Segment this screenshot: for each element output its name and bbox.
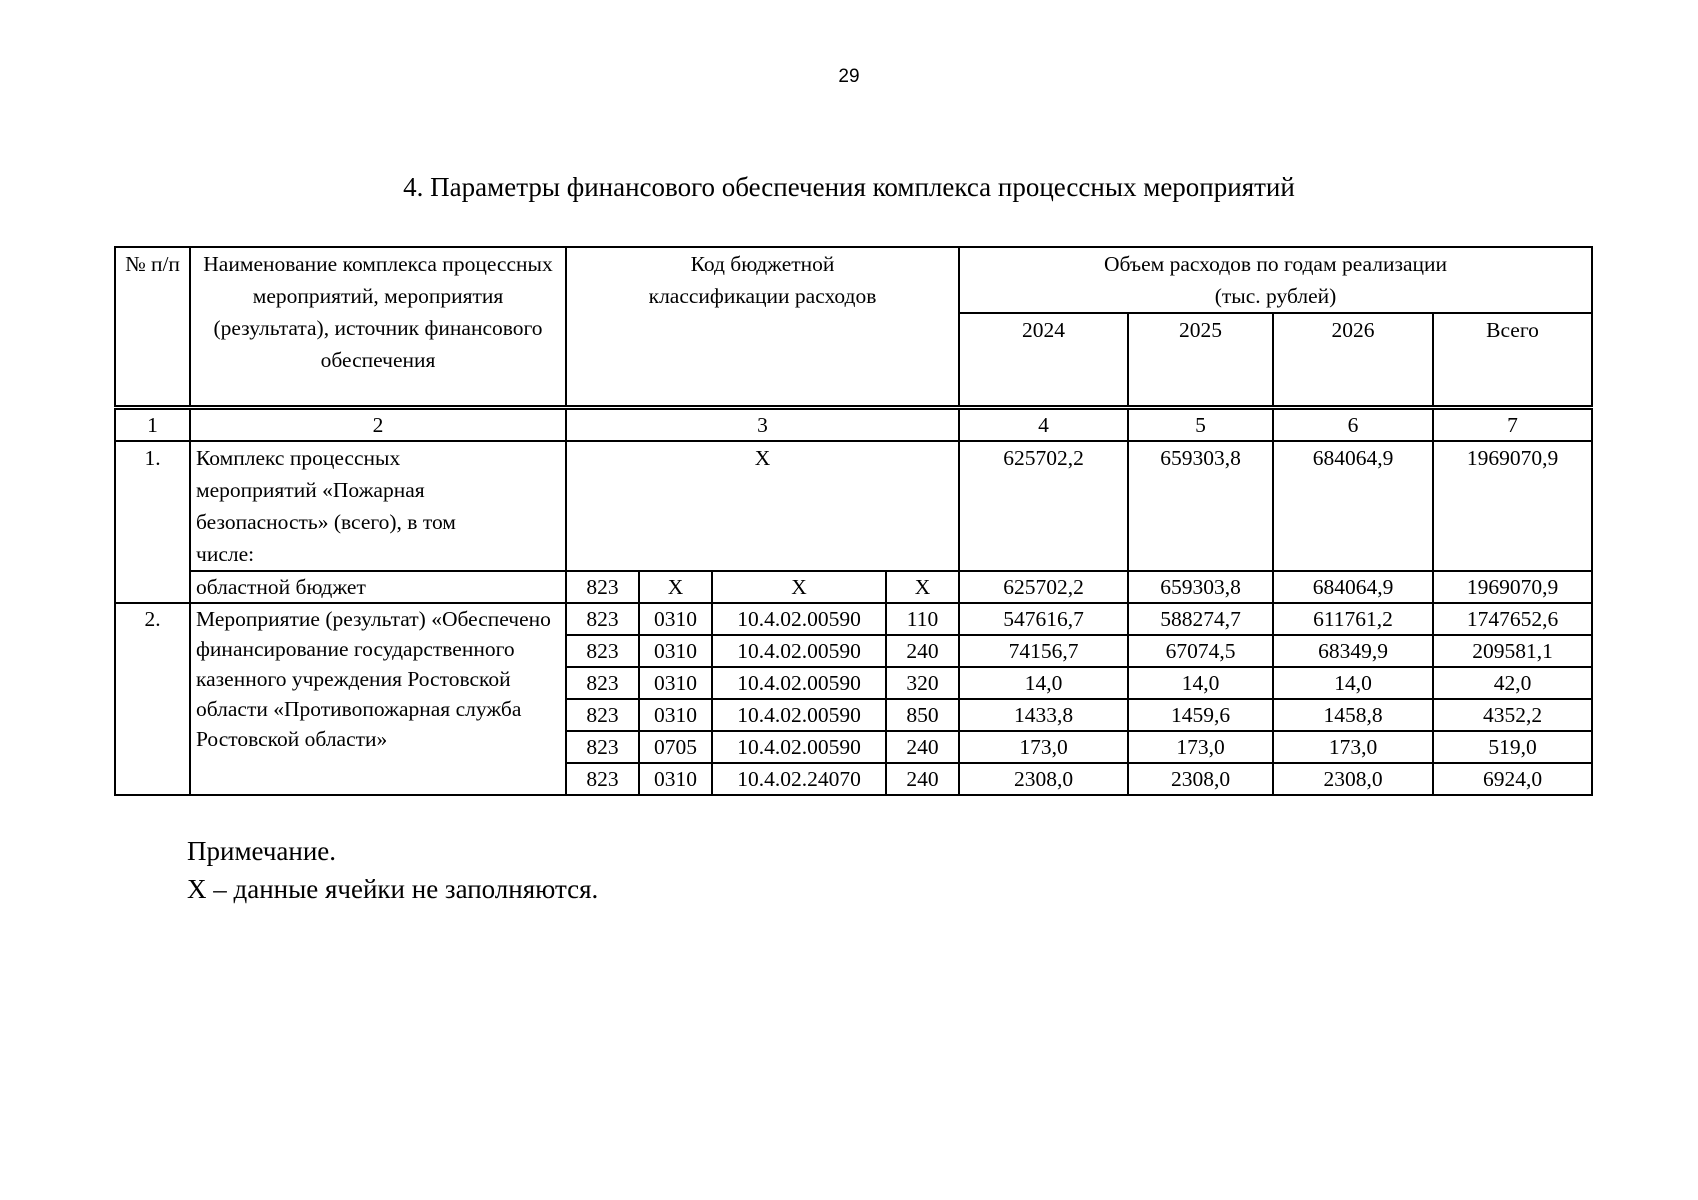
code-section: 0705: [639, 731, 712, 763]
note-heading: Примечание.: [187, 836, 337, 866]
header-year-2025: 2025: [1128, 313, 1273, 407]
header-code: Код бюджетной классификации расходов: [566, 247, 959, 407]
value-2026: 1458,8: [1273, 699, 1433, 731]
value-2024: 14,0: [959, 667, 1128, 699]
page-title: 4. Параметры финансового обеспечения комплекса процессных мероприятий: [403, 172, 1295, 202]
complex-code: X: [566, 441, 959, 571]
value-2024: 74156,7: [959, 635, 1128, 667]
column-number: 1: [115, 407, 190, 441]
value-2025: 67074,5: [1128, 635, 1273, 667]
code-ministry: 823: [566, 667, 639, 699]
note: [187, 832, 598, 908]
header-name: Наименование комплекса процессных мероприятий, мероприятия (результата), источник финансового обеспечения: [190, 247, 566, 407]
column-number-row: [115, 407, 1592, 441]
code-type: 850: [886, 699, 959, 731]
code-section: 0310: [639, 699, 712, 731]
code-section: X: [639, 571, 712, 603]
value-2026: 684064,9: [1273, 441, 1433, 571]
value-total: 1747652,6: [1433, 603, 1592, 635]
table-row-measure: [115, 603, 1592, 635]
value-2025: 1459,6: [1128, 699, 1273, 731]
value-2024: 625702,2: [959, 441, 1128, 571]
code-target: 10.4.02.00590: [712, 635, 886, 667]
regional-budget-label: областной бюджет: [190, 571, 566, 603]
code-target: 10.4.02.00590: [712, 603, 886, 635]
header-num: № п/п: [115, 247, 190, 407]
value-2026: 173,0: [1273, 731, 1433, 763]
measure-name: Мероприятие (результат) «Обеспечено финансирование государственного казенного учреждения Ростовской области «Противопожарная служба Ростовской области»: [190, 603, 566, 795]
code-ministry: 823: [566, 763, 639, 795]
column-number: 5: [1128, 407, 1273, 441]
value-2025: 173,0: [1128, 731, 1273, 763]
code-target: 10.4.02.00590: [712, 699, 886, 731]
header-year-2026: 2026: [1273, 313, 1433, 407]
code-ministry: 823: [566, 635, 639, 667]
value-2025: 14,0: [1128, 667, 1273, 699]
value-2026: 2308,0: [1273, 763, 1433, 795]
code-ministry: 823: [566, 731, 639, 763]
code-type: 240: [886, 635, 959, 667]
value-total: 6924,0: [1433, 763, 1592, 795]
value-2024: 2308,0: [959, 763, 1128, 795]
row-number: 2.: [115, 603, 190, 795]
value-total: 519,0: [1433, 731, 1592, 763]
value-2026: 684064,9: [1273, 571, 1433, 603]
value-2024: 547616,7: [959, 603, 1128, 635]
code-section: 0310: [639, 667, 712, 699]
value-2025: 2308,0: [1128, 763, 1273, 795]
value-total: 209581,1: [1433, 635, 1592, 667]
page-number: 29: [838, 66, 860, 87]
code-section: 0310: [639, 603, 712, 635]
value-total: 1969070,9: [1433, 441, 1592, 571]
value-2024: 1433,8: [959, 699, 1128, 731]
code-section: 0310: [639, 763, 712, 795]
value-2025: 659303,8: [1128, 571, 1273, 603]
column-number: 2: [190, 407, 566, 441]
note-text: X – данные ячейки не заполняются.: [187, 874, 599, 904]
code-type: 110: [886, 603, 959, 635]
code-ministry: 823: [566, 571, 639, 603]
code-type: 240: [886, 731, 959, 763]
code-target: X: [712, 571, 886, 603]
code-ministry: 823: [566, 603, 639, 635]
table-row-regional-budget: [115, 571, 1592, 603]
value-2024: 173,0: [959, 731, 1128, 763]
code-target: 10.4.02.00590: [712, 667, 886, 699]
value-2026: 611761,2: [1273, 603, 1433, 635]
code-type: 320: [886, 667, 959, 699]
financing-table: [114, 246, 1593, 796]
column-number: 6: [1273, 407, 1433, 441]
header-year-2024: 2024: [959, 313, 1128, 407]
code-section: 0310: [639, 635, 712, 667]
value-2025: 659303,8: [1128, 441, 1273, 571]
table-row-complex: [115, 441, 1592, 571]
code-target: 10.4.02.00590: [712, 731, 886, 763]
code-ministry: 823: [566, 699, 639, 731]
column-number: 4: [959, 407, 1128, 441]
value-2024: 625702,2: [959, 571, 1128, 603]
complex-name: Комплекс процессных мероприятий «Пожарная безопасность» (всего), в том числе:: [190, 441, 566, 571]
code-type: X: [886, 571, 959, 603]
value-total: 4352,2: [1433, 699, 1592, 731]
row-number: 1.: [115, 441, 190, 603]
column-number: 7: [1433, 407, 1592, 441]
code-type: 240: [886, 763, 959, 795]
column-number: 3: [566, 407, 959, 441]
value-total: 42,0: [1433, 667, 1592, 699]
value-2026: 14,0: [1273, 667, 1433, 699]
header-volume: Объем расходов по годам реализации (тыс. рублей): [959, 247, 1592, 313]
value-2026: 68349,9: [1273, 635, 1433, 667]
header-total: Всего: [1433, 313, 1592, 407]
value-total: 1969070,9: [1433, 571, 1592, 603]
code-target: 10.4.02.24070: [712, 763, 886, 795]
value-2025: 588274,7: [1128, 603, 1273, 635]
